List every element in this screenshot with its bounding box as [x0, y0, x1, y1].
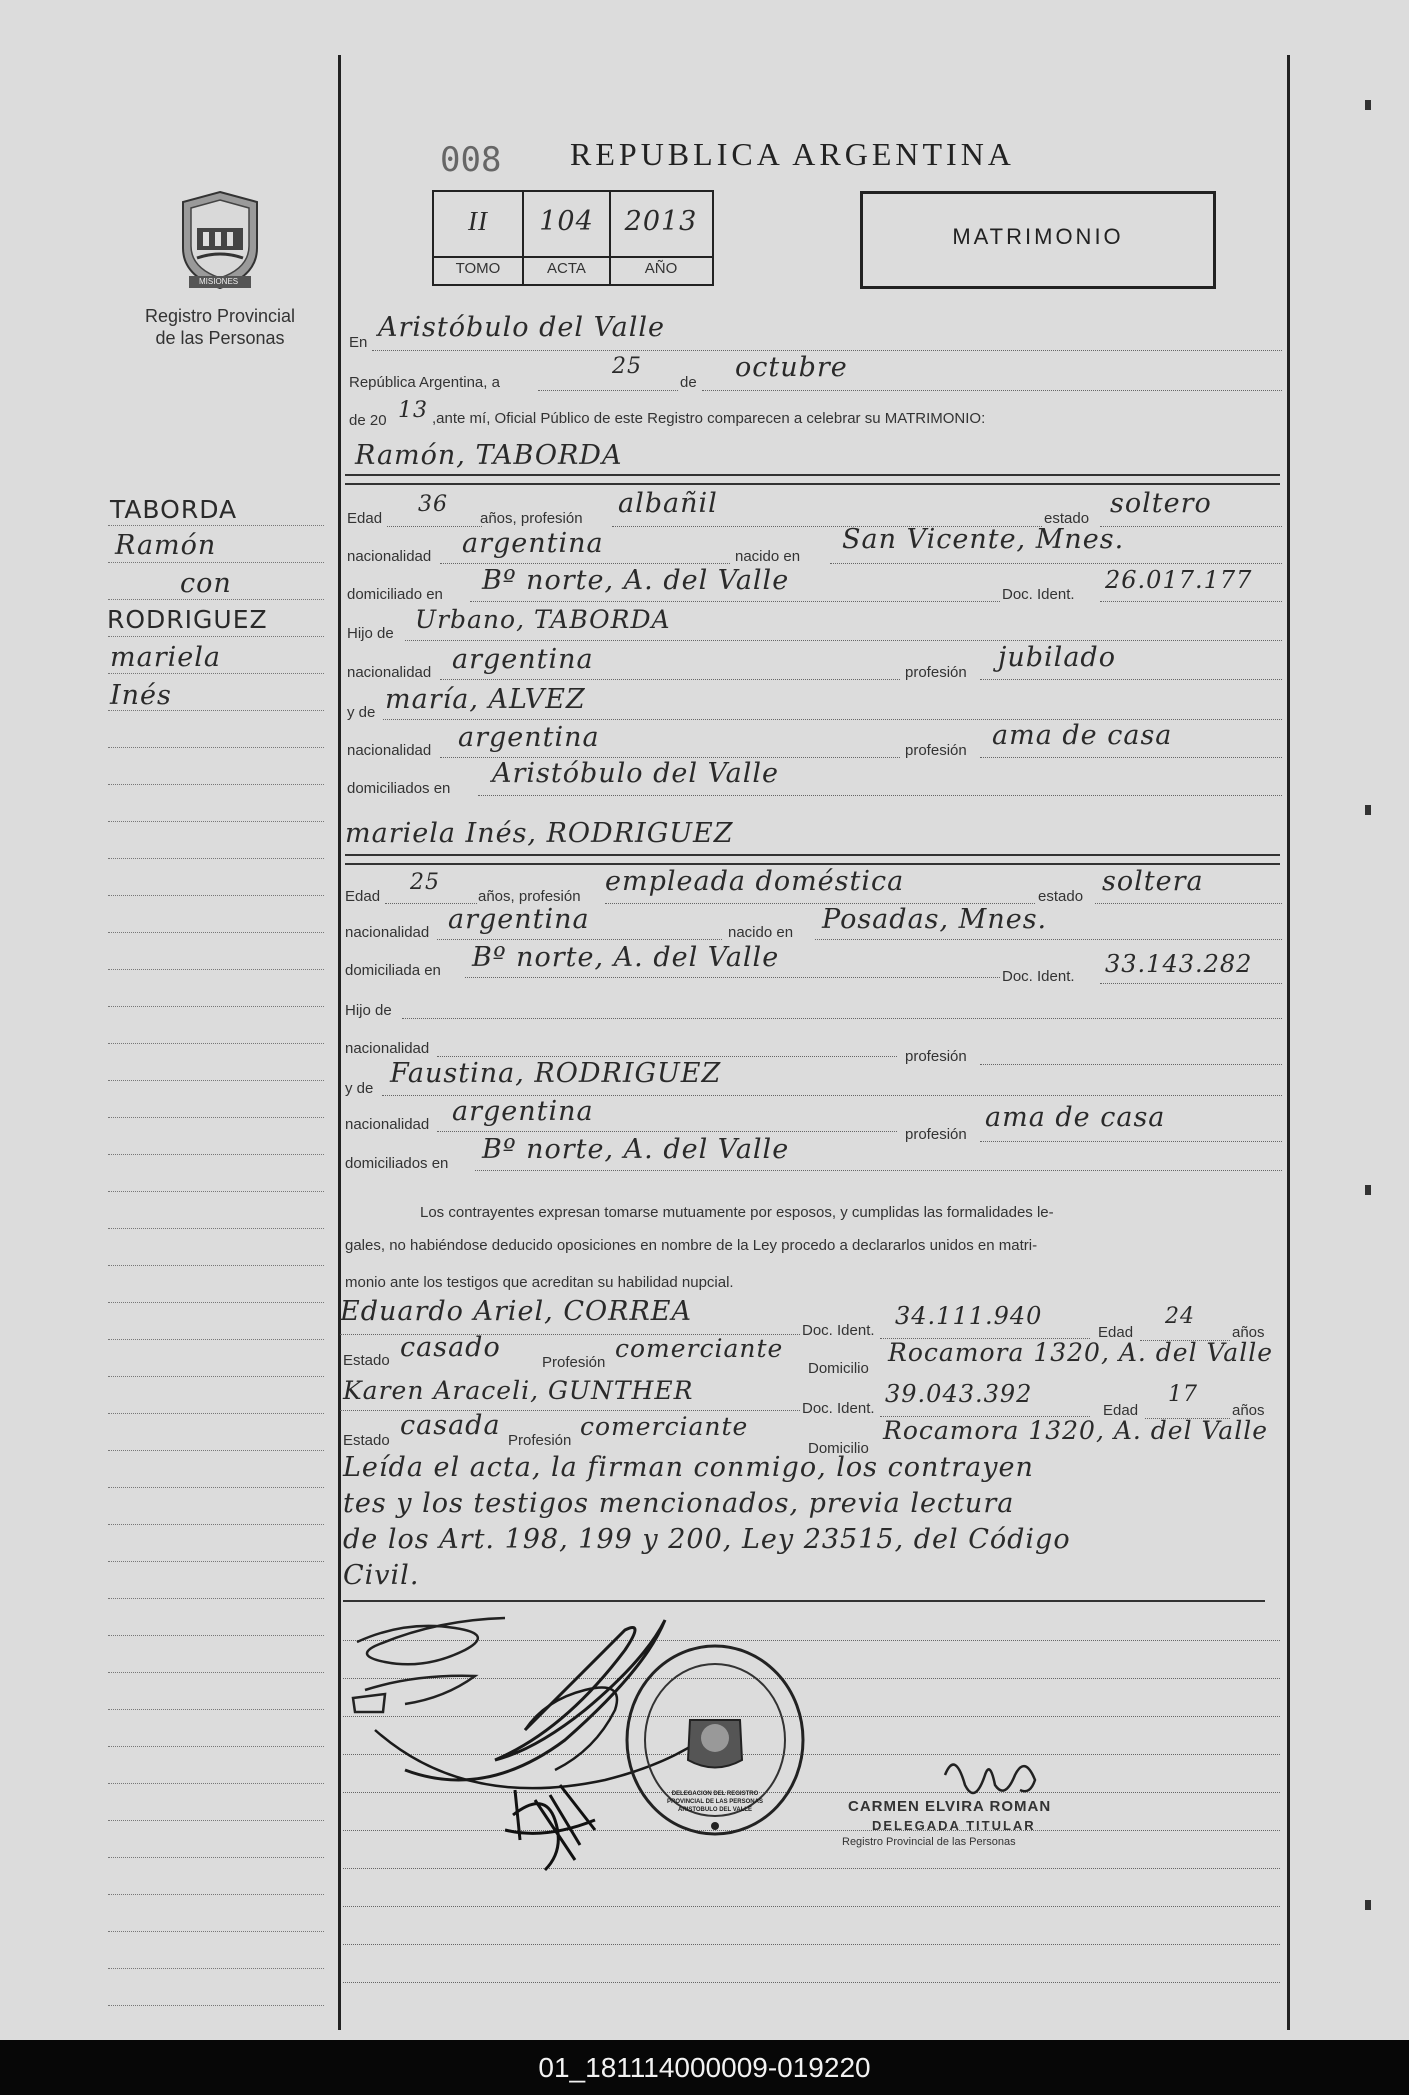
margin-ruled-line	[108, 932, 324, 933]
groom-estado-label: estado	[1044, 510, 1090, 527]
witness2-edad-label: Edad	[1103, 1402, 1139, 1419]
bride-doc: 33.143.282	[1105, 950, 1253, 978]
groom-parents-domicile-label: domiciliados en	[347, 780, 451, 797]
bride-edad-label: Edad	[345, 888, 381, 905]
margin-ruled-line	[108, 1672, 324, 1673]
bride-birthplace: Posadas, Mnes.	[822, 904, 1048, 935]
witness2-profession: comerciante	[580, 1412, 749, 1441]
bride-mother-label: y de	[345, 1080, 374, 1097]
month-value: octubre	[735, 352, 848, 383]
closing-line-2: tes y los testigos mencionados, previa lectura	[343, 1488, 1015, 1519]
witness1-profesion-label: Profesión	[542, 1354, 606, 1371]
officer-name: CARMEN ELVIRA ROMAN	[848, 1798, 1052, 1815]
groom-nacionalidad-label: nacionalidad	[347, 548, 432, 565]
witness1-doc-label: Doc. Ident.	[802, 1322, 875, 1339]
bride-age: 25	[410, 870, 440, 895]
witness1-profession: comerciante	[615, 1334, 784, 1363]
witness2-estado-label: Estado	[343, 1432, 390, 1449]
margin-note-surname-1: TABORDA	[110, 495, 238, 524]
witness1-age: 24	[1165, 1304, 1195, 1329]
witness2-age: 17	[1168, 1382, 1198, 1407]
margin-ruled-line	[108, 673, 324, 674]
groom-name-underline	[345, 474, 1280, 476]
bride-civil-status: soltera	[1102, 866, 1204, 897]
groom-father: Urbano, TABORDA	[415, 605, 671, 634]
acta-value: 104	[539, 206, 594, 237]
witness2-civil-status: casada	[400, 1410, 501, 1441]
bride-mother-profession: ama de casa	[985, 1102, 1166, 1133]
margin-note-name-2: mariela	[110, 642, 221, 673]
margin-ruled-line	[108, 1339, 324, 1340]
record-type-label: MATRIMONIO	[952, 224, 1124, 249]
bride-doc-label: Doc. Ident.	[1002, 968, 1075, 985]
witness2-profesion-label: Profesión	[508, 1432, 572, 1449]
margin-ruled-line	[108, 1117, 324, 1118]
margin-ruled-line	[108, 562, 324, 563]
binder-mark-4	[1365, 1900, 1371, 1910]
witness1-estado-label: Estado	[343, 1352, 390, 1369]
margin-ruled-line	[108, 1006, 324, 1007]
binder-mark-2	[1365, 805, 1371, 815]
day-value: 25	[612, 354, 642, 379]
groom-edad-label: Edad	[347, 510, 383, 527]
margin-ruled-line	[108, 1746, 324, 1747]
groom-domiciliado-label: domiciliado en	[347, 586, 443, 603]
groom-civil-status: soltero	[1110, 488, 1212, 519]
margin-ruled-line	[108, 1709, 324, 1710]
bride-address: Bº norte, A. del Valle	[472, 942, 780, 973]
groom-parents-domicile: Aristóbulo del Valle	[492, 758, 779, 789]
republica-label: República Argentina, a	[349, 374, 500, 391]
margin-ruled-line	[108, 1043, 324, 1044]
round-seal-text: DELEGACION DEL REGISTRO PROVINCIAL DE LAS PERSONAS ARISTOBULO DEL VALLE	[667, 1791, 763, 1813]
en-label: En	[349, 334, 368, 351]
officer-org: Registro Provincial de las Personas	[842, 1836, 1016, 1848]
bride-parents-domicile: Bº norte, A. del Valle	[482, 1134, 790, 1165]
witness2-doc-label: Doc. Ident.	[802, 1400, 875, 1417]
margin-note-con: con	[180, 568, 232, 599]
margin-ruled-line	[108, 1820, 324, 1821]
groom-doc-label: Doc. Ident.	[1002, 586, 1075, 603]
margin-ruled-line	[108, 1487, 324, 1488]
margin-ruled-line	[108, 895, 324, 896]
registry-emblem	[175, 188, 265, 293]
witness1-doc: 34.111.940	[895, 1302, 1043, 1330]
margin-ruled-line	[108, 1450, 324, 1451]
bride-domiciliada-label: domiciliada en	[345, 962, 441, 979]
binder-mark-3	[1365, 1185, 1371, 1195]
round-seal	[620, 1640, 810, 1840]
left-rule	[338, 55, 341, 2030]
groom-father-nat-label: nacionalidad	[347, 664, 432, 681]
margin-ruled-line	[108, 747, 324, 748]
intro-statement: ,ante mí, Oficial Público de este Registro comparecen a celebrar su MATRIMONIO:	[432, 410, 986, 427]
anio-label: AÑO	[644, 260, 678, 277]
declaration-line-1: Los contrayentes expresan tomarse mutuamente por esposos, y cumplidas las formalidades le-	[420, 1204, 1054, 1221]
year-prefix-label: de 20	[349, 412, 387, 429]
binder-mark-1	[1365, 100, 1371, 110]
year-suffix-value: 13	[398, 398, 428, 423]
margin-ruled-line	[108, 1154, 324, 1155]
record-type-box	[860, 191, 1216, 289]
groom-mother-nat-label: nacionalidad	[347, 742, 432, 759]
margin-ruled-line	[108, 1635, 324, 1636]
groom-father-profession: jubilado	[998, 642, 1116, 673]
bride-profession: empleada doméstica	[605, 866, 905, 897]
country-title: REPUBLICA ARGENTINA	[570, 136, 1015, 172]
margin-ruled-line	[108, 1228, 324, 1229]
groom-doc: 26.017.177	[1105, 566, 1253, 594]
right-rule	[1287, 55, 1290, 2030]
groom-address: Bº norte, A. del Valle	[482, 565, 790, 596]
signature-ruled-line	[343, 1944, 1280, 1945]
margin-note-name-3: Inés	[110, 680, 172, 711]
groom-nacido-label: nacido en	[735, 548, 801, 565]
witness1-name: Eduardo Ariel, CORREA	[340, 1296, 692, 1327]
witness1-anos-label: años	[1232, 1324, 1265, 1341]
witness2-anos-label: años	[1232, 1402, 1265, 1419]
margin-ruled-line	[108, 1302, 324, 1303]
bride-anos-profesion-label: años, profesión	[478, 888, 581, 905]
bride-father-label: Hijo de	[345, 1002, 392, 1019]
margin-note-surname-2: RODRIGUEZ	[107, 605, 268, 634]
margin-ruled-line	[108, 1931, 324, 1932]
tomo-acta-anio-box	[432, 190, 714, 286]
margin-ruled-line	[108, 710, 324, 711]
margin-ruled-line	[108, 1783, 324, 1784]
margin-ruled-line	[108, 1080, 324, 1081]
witness2-name: Karen Araceli, GUNTHER	[343, 1376, 694, 1405]
registry-name-line1: Registro Provincial	[144, 306, 296, 326]
margin-ruled-line	[108, 2005, 324, 2006]
bride-father-prof-label: profesión	[905, 1048, 967, 1065]
bride-nationality: argentina	[448, 904, 590, 935]
groom-nationality: argentina	[462, 528, 604, 559]
margin-ruled-line	[108, 969, 324, 970]
witness2-domicilio-label: Domicilio	[808, 1440, 869, 1457]
groom-name: Ramón, TABORDA	[355, 440, 623, 471]
scan-file-code: 01_181114000009-019220	[0, 2040, 1409, 2095]
margin-ruled-line	[108, 1524, 324, 1525]
officer-title: DELEGADA TITULAR	[872, 1818, 1036, 1833]
serial-number: 008	[440, 140, 502, 180]
groom-mother-prof-label: profesión	[905, 742, 967, 759]
signature-ruled-line	[343, 1982, 1280, 1983]
groom-father-label: Hijo de	[347, 625, 394, 642]
bride-mother-prof-label: profesión	[905, 1126, 967, 1143]
bride-father-nat-label: nacionalidad	[345, 1040, 430, 1057]
margin-ruled-line	[108, 1191, 324, 1192]
groom-mother: maría, ALVEZ	[385, 684, 586, 715]
groom-father-prof-label: profesión	[905, 664, 967, 681]
margin-ruled-line	[108, 858, 324, 859]
witness1-civil-status: casado	[400, 1332, 501, 1363]
tomo-value: II	[468, 206, 488, 236]
bride-nacionalidad-label: nacionalidad	[345, 924, 430, 941]
closing-line-4: Civil.	[343, 1560, 420, 1591]
groom-section-divider	[345, 483, 1280, 485]
bride-nacido-label: nacido en	[728, 924, 794, 941]
bride-mother-nat-label: nacionalidad	[345, 1116, 430, 1133]
closing-line-1: Leída el acta, la firman conmigo, los contrayen	[343, 1452, 1034, 1483]
groom-mother-label: y de	[347, 704, 376, 721]
signature-ruled-line	[343, 1906, 1280, 1907]
margin-ruled-line	[108, 525, 324, 526]
witness1-address: Rocamora 1320, A. del Valle	[888, 1338, 1273, 1367]
margin-ruled-line	[108, 784, 324, 785]
bride-name-underline	[345, 854, 1280, 856]
groom-age: 36	[418, 492, 448, 517]
margin-ruled-line	[108, 1598, 324, 1599]
tomo-label: TOMO	[455, 260, 501, 277]
bride-name: mariela Inés, RODRIGUEZ	[345, 818, 734, 849]
closing-line-3: de los Art. 198, 199 y 200, Ley 23515, del Código	[343, 1524, 1071, 1555]
margin-ruled-line	[108, 1894, 324, 1895]
groom-profession: albañil	[618, 488, 718, 519]
margin-ruled-line	[108, 821, 324, 822]
place-value: Aristóbulo del Valle	[378, 312, 665, 343]
anio-value: 2013	[624, 206, 698, 237]
margin-ruled-line	[108, 1561, 324, 1562]
bride-parents-domicile-label: domiciliados en	[345, 1155, 449, 1172]
declaration-line-3: monio ante los testigos que acreditan su habilidad nupcial.	[345, 1274, 734, 1291]
bride-mother: Faustina, RODRIGUEZ	[390, 1058, 722, 1089]
de-label: de	[680, 374, 697, 391]
witness1-edad-label: Edad	[1098, 1324, 1134, 1341]
groom-mother-profession: ama de casa	[992, 720, 1173, 751]
bride-mother-nationality: argentina	[452, 1096, 594, 1127]
margin-ruled-line	[108, 1968, 324, 1969]
margin-ruled-line	[108, 1376, 324, 1377]
margin-ruled-line	[108, 636, 324, 637]
emblem-banner-text: MISIONES	[199, 277, 239, 286]
groom-birthplace: San Vicente, Mnes.	[842, 524, 1125, 555]
margin-ruled-line	[108, 1265, 324, 1266]
groom-father-nationality: argentina	[452, 644, 594, 675]
declaration-line-2: gales, no habiéndose deducido oposiciones en nombre de la Ley procedo a declararlos unidos en matri-	[345, 1237, 1038, 1254]
margin-ruled-line	[108, 1857, 324, 1858]
registry-name-line2: de las Personas	[155, 328, 285, 348]
bride-estado-label: estado	[1038, 888, 1084, 905]
acta-label: ACTA	[547, 260, 586, 277]
groom-anos-profesion-label: años, profesión	[480, 510, 583, 527]
margin-ruled-line	[108, 599, 324, 600]
margin-ruled-line	[108, 1413, 324, 1414]
witness2-address: Rocamora 1320, A. del Valle	[883, 1416, 1268, 1445]
groom-mother-nationality: argentina	[458, 722, 600, 753]
bride-section-divider	[345, 863, 1280, 865]
witness2-doc: 39.043.392	[885, 1380, 1033, 1408]
witness1-domicilio-label: Domicilio	[808, 1360, 869, 1377]
margin-note-name-1: Ramón	[115, 530, 217, 561]
